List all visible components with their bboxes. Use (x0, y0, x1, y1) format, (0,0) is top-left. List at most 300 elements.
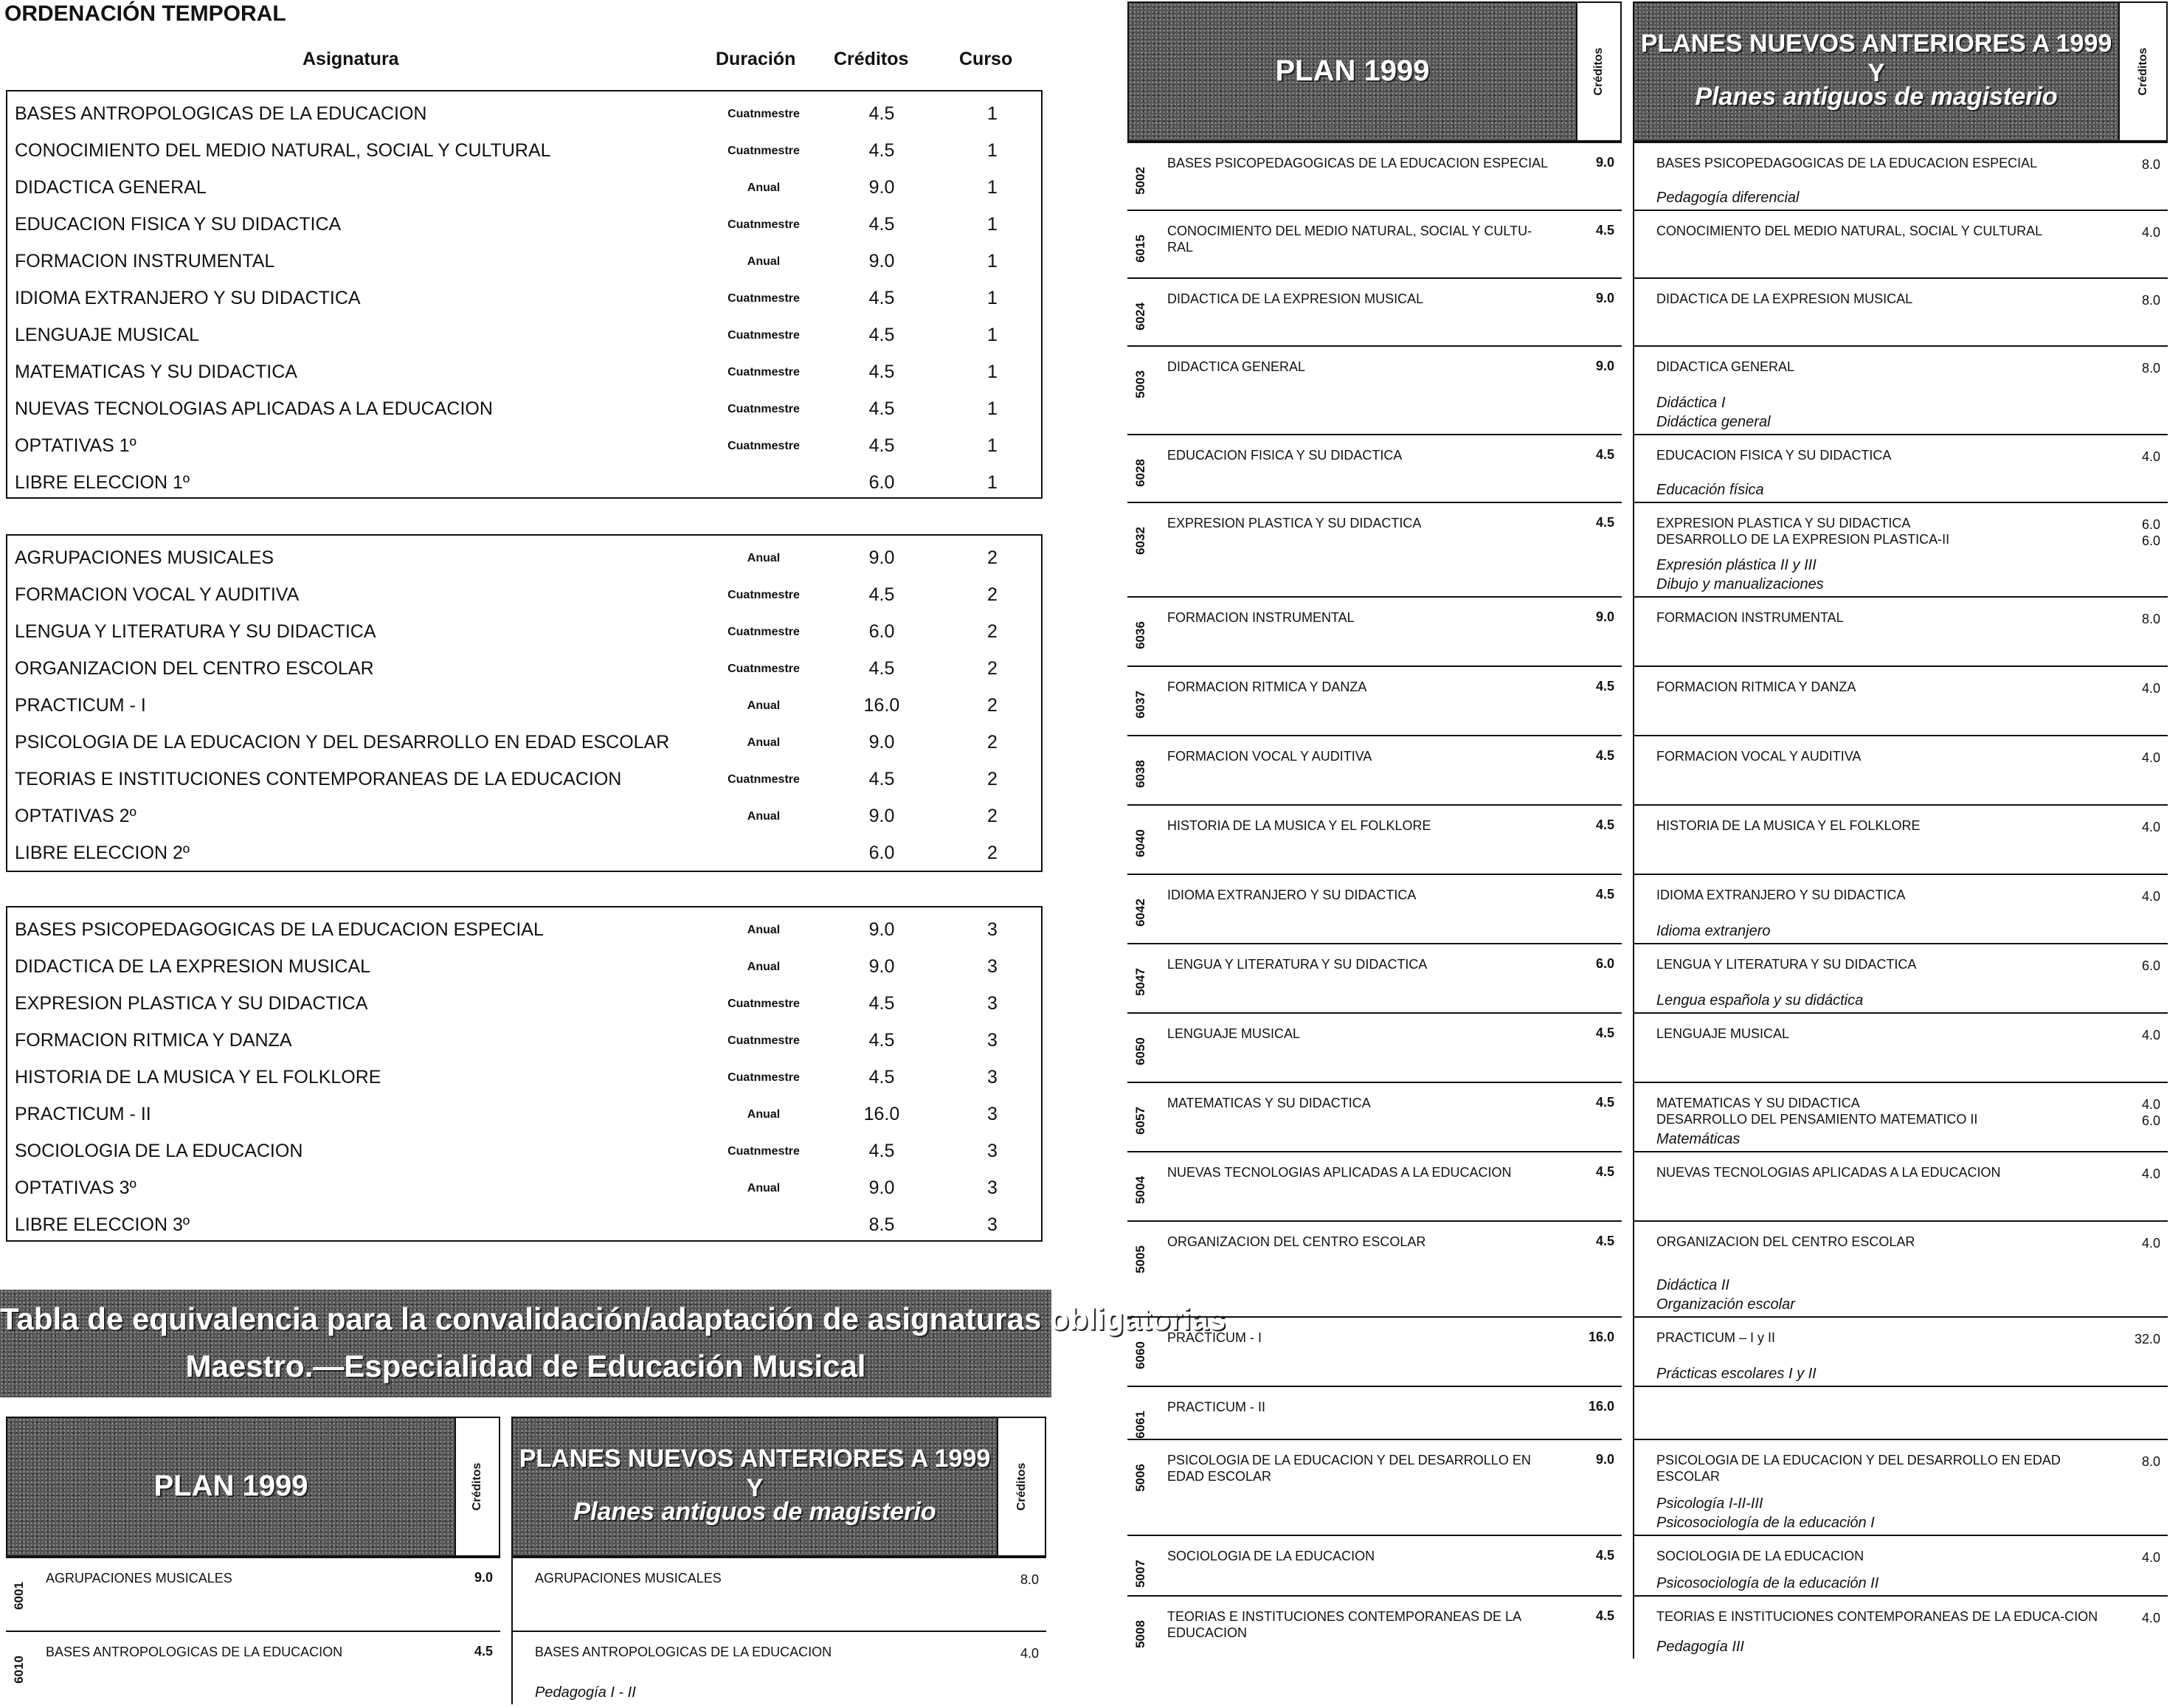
previous-subject-line: DESARROLLO DEL PENSAMIENTO MATEMATICO II (1656, 1112, 1978, 1127)
subject-code (1132, 953, 1150, 1011)
course-name: FORMACION INSTRUMENTAL (15, 251, 275, 272)
course-credits: 9.0 (868, 1178, 895, 1198)
subject-code (1132, 1327, 1150, 1384)
ordenacion-title: ORDENACIÓN TEMPORAL (4, 1, 286, 26)
previous-credit-line: 4.0 (2141, 1550, 2160, 1565)
previous-subject-line: DIDACTICA DE LA EXPRESION MUSICAL (1656, 291, 1913, 306)
old-plan-subject: Prácticas escolares I y II (1656, 1366, 1817, 1382)
course-credits: 4.5 (868, 435, 895, 456)
course-duration: Cuatnmestre (727, 440, 800, 452)
previous-subject-name (1656, 1608, 2099, 1625)
equivalence-row (1127, 735, 2181, 804)
subject-name: IDIOMA EXTRANJERO Y SU DIDACTICA (1167, 888, 1417, 902)
previous-subject-name (1656, 956, 2099, 972)
course-year: 2 (987, 806, 998, 826)
subject-code-text: 5047 (1133, 968, 1147, 996)
previous-subject-credits (2116, 156, 2160, 173)
subject-code (1132, 1023, 1150, 1080)
equivalence-row (1127, 1082, 2181, 1151)
subject-code-text: 5008 (1133, 1620, 1147, 1648)
course-duration: Cuatnmestre (727, 589, 800, 601)
course-name: EDUCACION FISICA Y SU DIDACTICA (15, 214, 342, 235)
previous-credit-line: 8.0 (2141, 157, 2160, 172)
creditos-header (2120, 1, 2168, 142)
equivalence-row (1127, 1012, 2181, 1082)
subject-name: BASES ANTROPOLOGICAS DE LA EDUCACION (46, 1645, 343, 1659)
previous-subject-line: EXPRESION PLASTICA Y SU DIDACTICA (1656, 516, 1911, 530)
subject-name: DIDACTICA DE LA EXPRESION MUSICAL (1167, 291, 1424, 306)
old-plan-subject: Idioma extranjero (1656, 923, 1771, 939)
previous-subject-line: SOCIOLOGIA DE LA EDUCACION (1656, 1549, 1864, 1563)
course-name: PRACTICUM - II (15, 1104, 151, 1124)
course-row (7, 1061, 1041, 1098)
previous-credit-line: 8.0 (2141, 612, 2160, 626)
subject-code (1132, 884, 1150, 941)
course-year: 1 (987, 214, 998, 235)
subject-credits: 9.0 (1595, 1452, 1614, 1467)
subject-code (1132, 356, 1150, 413)
course-name: EXPRESION PLASTICA Y SU DIDACTICA (15, 993, 368, 1014)
plan-1999-cell (1127, 502, 1622, 596)
subject-credits: 9.0 (1595, 359, 1614, 373)
subject-name: NUEVAS TECNOLOGIAS APLICADAS A LA EDUCACION (1167, 1165, 1512, 1180)
plan-1999-cell (1127, 345, 1622, 434)
old-plan-subject: Psicosociología de la educación I (1656, 1515, 1875, 1531)
course-credits: 16.0 (863, 695, 900, 716)
plan-1999-cell (1127, 1535, 1622, 1595)
old-plan-subject: Expresión plástica II y III (1656, 557, 1817, 573)
course-duration: Anual (747, 1108, 781, 1121)
course-row (7, 913, 1041, 950)
subject-name: FORMACION RITMICA Y DANZA (1167, 680, 1367, 694)
course-name: HISTORIA DE LA MUSICA Y EL FOLKLORE (15, 1067, 381, 1088)
course-row (7, 171, 1041, 208)
previous-subject-credits (2116, 292, 2160, 308)
subject-credits: 4.5 (1595, 223, 1614, 238)
subject-code (1132, 512, 1150, 570)
subject-code-text: 6040 (1133, 829, 1147, 857)
subject-code (1132, 606, 1150, 664)
course-name: PRACTICUM - I (15, 695, 146, 716)
subject-credits: 4.5 (474, 1644, 493, 1659)
subject-code-text: 5004 (1133, 1176, 1147, 1204)
course-year: 2 (987, 843, 998, 863)
course-row (7, 466, 1041, 503)
plan-1999-cell (1127, 1012, 1622, 1082)
subject-name: AGRUPACIONES MUSICALES (46, 1571, 232, 1586)
creditos-label: Créditos (1592, 47, 1605, 96)
subject-credits: 4.5 (1595, 1234, 1614, 1248)
course-name: LENGUAJE MUSICAL (15, 325, 200, 345)
course-credits: 4.5 (868, 140, 895, 161)
previous-subject-credits (2116, 1453, 2160, 1470)
header-asignatura: Asignatura (303, 49, 399, 69)
course-year: 1 (987, 362, 998, 382)
subject-code-text: 6032 (1133, 527, 1147, 555)
subject-code (1132, 1231, 1150, 1288)
previous-credit-line: 4.0 (2141, 225, 2160, 240)
previous-subject-name (1656, 1330, 2099, 1346)
old-plan-subject: Didáctica I (1656, 395, 1726, 411)
previous-plan-cell (1633, 735, 2168, 804)
course-year: 2 (987, 658, 998, 679)
course-credits: 9.0 (868, 547, 895, 568)
previous-plan-cell (1633, 1220, 2168, 1316)
previous-credit-line: 4.0 (2141, 1236, 2160, 1251)
course-name: AGRUPACIONES MUSICALES (15, 547, 274, 568)
subject-name: FORMACION VOCAL Y AUDITIVA (1167, 749, 1372, 764)
course-year: 3 (987, 919, 998, 940)
equivalence-row (1127, 210, 2181, 277)
previous-plan-cell (1633, 874, 2168, 943)
previous-subject-credits (2116, 819, 2160, 835)
plan-1999-cell (1127, 210, 1622, 277)
previous-subject-name (1656, 1026, 2099, 1042)
previous-plan-cell (1633, 1012, 2168, 1082)
plan-1999-cell (1127, 874, 1622, 943)
course-year: 2 (987, 732, 998, 753)
course-duration: Cuatnmestre (727, 1034, 800, 1047)
previous-plan-cell (1633, 1439, 2168, 1535)
previous-plan-cell (1633, 1316, 2168, 1386)
course-credits: 16.0 (863, 1104, 900, 1124)
subject-code-text: 5007 (1133, 1560, 1147, 1588)
subject-credits: 4.5 (1595, 1608, 1614, 1623)
equivalence-row (1127, 665, 2181, 735)
subject-code-text: 6057 (1133, 1107, 1147, 1135)
previous-subject-credits (2116, 1027, 2160, 1043)
equivalence-row (1127, 502, 2181, 596)
equivalence-row (1127, 1595, 2181, 1659)
course-name: OPTATIVAS 2º (15, 806, 136, 826)
course-name: TEORIAS E INSTITUCIONES CONTEMPORANEAS DE LA EDUCACION (15, 769, 622, 789)
planes-antiguos-title: Planes antiguos de magisterio (1695, 83, 2058, 111)
course-row (7, 800, 1041, 837)
subject-name: ORGANIZACION DEL CENTRO ESCOLAR (1167, 1234, 1426, 1249)
previous-plan-cell (511, 1631, 1046, 1704)
course-duration: Cuatnmestre (727, 292, 800, 305)
previous-plan-cell (1633, 943, 2168, 1012)
previous-subject-line: ORGANIZACION DEL CENTRO ESCOLAR (1656, 1234, 1915, 1249)
course-duration: Cuatnmestre (727, 1071, 800, 1084)
previous-credit-line: 4.0 (2141, 1166, 2160, 1181)
plan-1999-header (1127, 1, 1577, 142)
course-duration: Anual (747, 1182, 781, 1194)
equivalence-row (6, 1557, 1046, 1631)
subject-code (1132, 1161, 1150, 1219)
course-year: 3 (987, 1067, 998, 1088)
subject-code-text: 6061 (1133, 1411, 1147, 1439)
course-name: DIDACTICA DE LA EXPRESION MUSICAL (15, 956, 371, 977)
previous-plan-cell (1633, 1595, 2168, 1659)
subject-code-text: 6060 (1133, 1341, 1147, 1369)
subject-code (10, 1567, 28, 1625)
previous-plan-cell (1633, 804, 2168, 874)
subject-code (1132, 1449, 1150, 1507)
course-year: 1 (987, 251, 998, 272)
previous-subject-line: FORMACION VOCAL Y AUDITIVA (1656, 749, 1862, 764)
previous-credit-line: 4.0 (2141, 820, 2160, 834)
equivalence-row (6, 1631, 1046, 1704)
previous-subject-name (1656, 748, 2099, 764)
equivalence-row (1127, 1151, 2181, 1220)
course-row (7, 1024, 1041, 1061)
course-row (7, 356, 1041, 393)
previous-subject-line: NUEVAS TECNOLOGIAS APLICADAS A LA EDUCACION (1656, 1165, 2001, 1180)
previous-subject-credits (2116, 888, 2160, 905)
course-name: FORMACION RITMICA Y DANZA (15, 1030, 292, 1051)
previous-credit-line: 8.0 (2141, 361, 2160, 376)
previous-subject-name (1656, 679, 2099, 695)
previous-subject-line: IDIOMA EXTRANJERO Y SU DIDACTICA (1656, 888, 1906, 902)
equivalence-header (6, 1417, 1046, 1557)
course-credits: 4.5 (868, 1067, 895, 1088)
previous-subject-credits (2116, 611, 2160, 627)
previous-subject-name (1656, 1164, 2099, 1180)
previous-subject-credits (2116, 1331, 2160, 1347)
subject-code-text: 6038 (1133, 760, 1147, 788)
course-credits: 4.5 (868, 398, 895, 419)
course-duration: Anual (747, 736, 781, 749)
previous-subject-credits (2116, 516, 2160, 549)
previous-subject-name (535, 1570, 978, 1586)
previous-credit-line: 6.0 (2141, 517, 2160, 532)
plan-1999-header (6, 1417, 456, 1557)
subject-code-text: 6036 (1133, 621, 1147, 649)
previous-plan-cell (1633, 1151, 2168, 1220)
course-credits: 4.5 (868, 103, 895, 124)
course-row (7, 1135, 1041, 1172)
subject-code (1132, 288, 1150, 345)
previous-subject-line: PSICOLOGIA DE LA EDUCACION Y DEL DESARROLLO EN EDAD ESCOLAR (1656, 1453, 2061, 1484)
course-duration: Anual (747, 552, 781, 564)
previous-subject-credits (2116, 958, 2160, 974)
previous-subject-line: DIDACTICA GENERAL (1656, 359, 1795, 374)
banner-line-2: Maestro.—Especialidad de Educación Musical (185, 1349, 866, 1383)
previous-credit-line: 8.0 (2141, 1454, 2160, 1469)
previous-plan-cell (1633, 210, 2168, 277)
course-row (7, 97, 1041, 134)
subject-name: SOCIOLOGIA DE LA EDUCACION (1167, 1549, 1375, 1563)
course-duration: Anual (747, 255, 781, 268)
previous-subject-line: BASES ANTROPOLOGICAS DE LA EDUCACION (535, 1645, 832, 1659)
course-duration: Anual (747, 924, 781, 936)
course-duration: Cuatnmestre (727, 403, 800, 415)
course-credits: 4.5 (868, 1141, 895, 1161)
course-credits: 4.5 (868, 658, 895, 679)
course-row (7, 542, 1041, 578)
course-name: OPTATIVAS 3º (15, 1178, 136, 1198)
planes-antiguos-title: Planes antiguos de magisterio (573, 1498, 936, 1526)
previous-subject-credits (2116, 1235, 2160, 1251)
previous-subject-line: LENGUA Y LITERATURA Y SU DIDACTICA (1656, 957, 1917, 972)
course-duration: Cuatnmestre (727, 1145, 800, 1158)
subject-code (1132, 1605, 1150, 1663)
creditos-header (456, 1417, 500, 1557)
previous-subject-line: LENGUAJE MUSICAL (1656, 1026, 1790, 1041)
course-year: 2 (987, 769, 998, 789)
previous-subject-credits (2116, 680, 2160, 696)
course-duration: Cuatnmestre (727, 329, 800, 342)
previous-credit-line: 4.0 (2141, 1028, 2160, 1043)
course-year: 3 (987, 1104, 998, 1124)
planes-anteriores-header (511, 1417, 998, 1557)
course-duration: Cuatnmestre (727, 998, 800, 1010)
course-row (7, 652, 1041, 689)
previous-plan-cell (1633, 434, 2168, 502)
subject-credits: 4.5 (1595, 515, 1614, 530)
subject-name: EXPRESION PLASTICA Y SU DIDACTICA (1167, 516, 1422, 530)
course-row (7, 1172, 1041, 1209)
course-name: LENGUA Y LITERATURA Y SU DIDACTICA (15, 621, 376, 642)
course-row (7, 578, 1041, 615)
previous-subject-name (1656, 515, 2099, 547)
planes-y: Y (1867, 59, 1885, 87)
course-credits: 9.0 (868, 956, 895, 977)
header-curso: Curso (959, 49, 1013, 69)
equivalence-row (1127, 345, 2181, 434)
old-plan-subject: Organización escolar (1656, 1296, 1795, 1313)
subject-code-text: 6037 (1133, 691, 1147, 719)
equivalence-row (1127, 142, 2181, 210)
course-year: 3 (987, 1141, 998, 1161)
equivalence-row (1127, 1535, 2181, 1595)
subject-credits: 16.0 (1588, 1330, 1614, 1344)
course-row (7, 615, 1041, 652)
previous-subject-line: EDUCACION FISICA Y SU DIDACTICA (1656, 448, 1892, 463)
plan-1999-cell (1127, 735, 1622, 804)
previous-credit-line: 4.0 (2141, 750, 2160, 765)
plan-1999-cell (1127, 1439, 1622, 1535)
subject-name: LENGUAJE MUSICAL (1167, 1026, 1301, 1041)
equivalence-table-left (6, 1417, 1046, 1704)
subject-code (1132, 815, 1150, 872)
previous-plan-cell (1633, 345, 2168, 434)
subject-credits: 4.5 (1595, 887, 1614, 902)
course-duration: Anual (747, 961, 781, 973)
old-plan-subject: Lengua española y su didáctica (1656, 992, 1864, 1009)
plan-1999-cell (6, 1557, 500, 1631)
equivalence-row (1127, 596, 2181, 665)
subject-credits: 4.5 (1595, 748, 1614, 763)
previous-subject-line: DESARROLLO DE LA EXPRESION PLASTICA-II (1656, 532, 1950, 547)
previous-subject-credits (2116, 750, 2160, 766)
old-plan-subject: Psicosociología de la educación II (1656, 1575, 1879, 1591)
course-name: MATEMATICAS Y SU DIDACTICA (15, 362, 297, 382)
plan-1999-cell (1127, 434, 1622, 502)
course-credits: 6.0 (868, 843, 895, 863)
previous-subject-line: AGRUPACIONES MUSICALES (535, 1571, 722, 1586)
course-credits: 8.5 (868, 1214, 895, 1235)
course-row (7, 245, 1041, 282)
plan-1999-cell (1127, 142, 1622, 210)
course-year: 1 (987, 398, 998, 419)
subject-name: CONOCIMIENTO DEL MEDIO NATURAL, SOCIAL Y CULTU-RAL (1167, 224, 1532, 255)
subject-code (1132, 745, 1150, 803)
previous-credit-line: 6.0 (2141, 1113, 2160, 1128)
course-row (7, 726, 1041, 763)
subject-code-text: 6050 (1133, 1037, 1147, 1065)
previous-credit-line: 32.0 (2134, 1332, 2160, 1346)
course-name: NUEVAS TECNOLOGIAS APLICADAS A LA EDUCACION (15, 398, 493, 419)
course-year: 2 (987, 584, 998, 605)
previous-credit-line: 4.0 (2141, 889, 2160, 904)
equivalence-header (1127, 1, 2181, 142)
subject-credits: 9.0 (474, 1570, 493, 1585)
previous-subject-name (1656, 223, 2099, 239)
course-year: 2 (987, 547, 998, 568)
previous-subject-name (1656, 291, 2099, 307)
previous-subject-name (1656, 887, 2099, 903)
subject-code (1132, 1092, 1150, 1149)
subject-code-text: 5006 (1133, 1464, 1147, 1492)
previous-plan-cell (1633, 596, 2168, 665)
course-credits: 4.5 (868, 214, 895, 235)
plan-1999-title: PLAN 1999 (1275, 55, 1430, 87)
subject-credits: 6.0 (1595, 956, 1614, 971)
previous-subject-name (1656, 609, 2099, 626)
course-credits: 6.0 (868, 472, 895, 493)
course-year: 3 (987, 1178, 998, 1198)
course-row (7, 1098, 1041, 1135)
course-row (7, 429, 1041, 466)
subject-code-text: 5002 (1133, 167, 1147, 195)
previous-credit-line: 6.0 (2141, 958, 2160, 973)
subject-name: LENGUA Y LITERATURA Y SU DIDACTICA (1167, 957, 1428, 972)
course-block-3 (6, 906, 1043, 1242)
course-row (7, 319, 1041, 356)
previous-plan-cell (1633, 1082, 2168, 1151)
course-row (7, 393, 1041, 429)
previous-plan-cell (1633, 1386, 2168, 1439)
course-year: 1 (987, 435, 998, 456)
previous-subject-name (1656, 155, 2099, 171)
previous-credit-line: 6.0 (2141, 533, 2160, 548)
previous-subject-line: TEORIAS E INSTITUCIONES CONTEMPORANEAS DE LA EDUCA-CION (1656, 1609, 2098, 1624)
subject-name: TEORIAS E INSTITUCIONES CONTEMPORANEAS DE LA EDUCACION (1167, 1609, 1521, 1640)
course-name: LIBRE ELECCION 2º (15, 843, 190, 863)
subject-code-text: 5005 (1133, 1245, 1147, 1273)
subject-credits: 9.0 (1595, 155, 1614, 170)
subject-name: DIDACTICA GENERAL (1167, 359, 1306, 374)
subject-credits: 4.5 (1595, 817, 1614, 832)
previous-subject-credits (2116, 1549, 2160, 1566)
subject-credits: 4.5 (1595, 1164, 1614, 1179)
subject-credits: 4.5 (1595, 1026, 1614, 1040)
previous-subject-name (535, 1644, 978, 1660)
course-duration: Cuatnmestre (727, 663, 800, 675)
course-duration: Anual (747, 181, 781, 194)
previous-subject-credits (2116, 1610, 2160, 1626)
old-plan-subject: Educación física (1656, 482, 1764, 498)
subject-name: BASES PSICOPEDAGOGICAS DE LA EDUCACION ESPECIAL (1167, 156, 1549, 170)
old-plan-subject: Matemáticas (1656, 1131, 1741, 1147)
course-year: 1 (987, 288, 998, 308)
subject-code (1132, 444, 1150, 502)
plan-1999-cell (1127, 1386, 1622, 1439)
course-duration: Cuatnmestre (727, 626, 800, 638)
course-year: 1 (987, 177, 998, 198)
equivalence-row (1127, 943, 2181, 1012)
subject-code (1132, 220, 1150, 277)
equivalence-table-right (1127, 1, 2181, 1690)
course-row (7, 282, 1041, 319)
planes-anteriores-header (1633, 1, 2120, 142)
old-plan-subject: Didáctica II (1656, 1277, 1729, 1293)
banner-line-1: Tabla de equivalencia para la convalidación/adaptación de asignaturas obligatorias (0, 1301, 1226, 1336)
course-name: DIDACTICA GENERAL (15, 177, 207, 198)
course-year: 3 (987, 1214, 998, 1235)
